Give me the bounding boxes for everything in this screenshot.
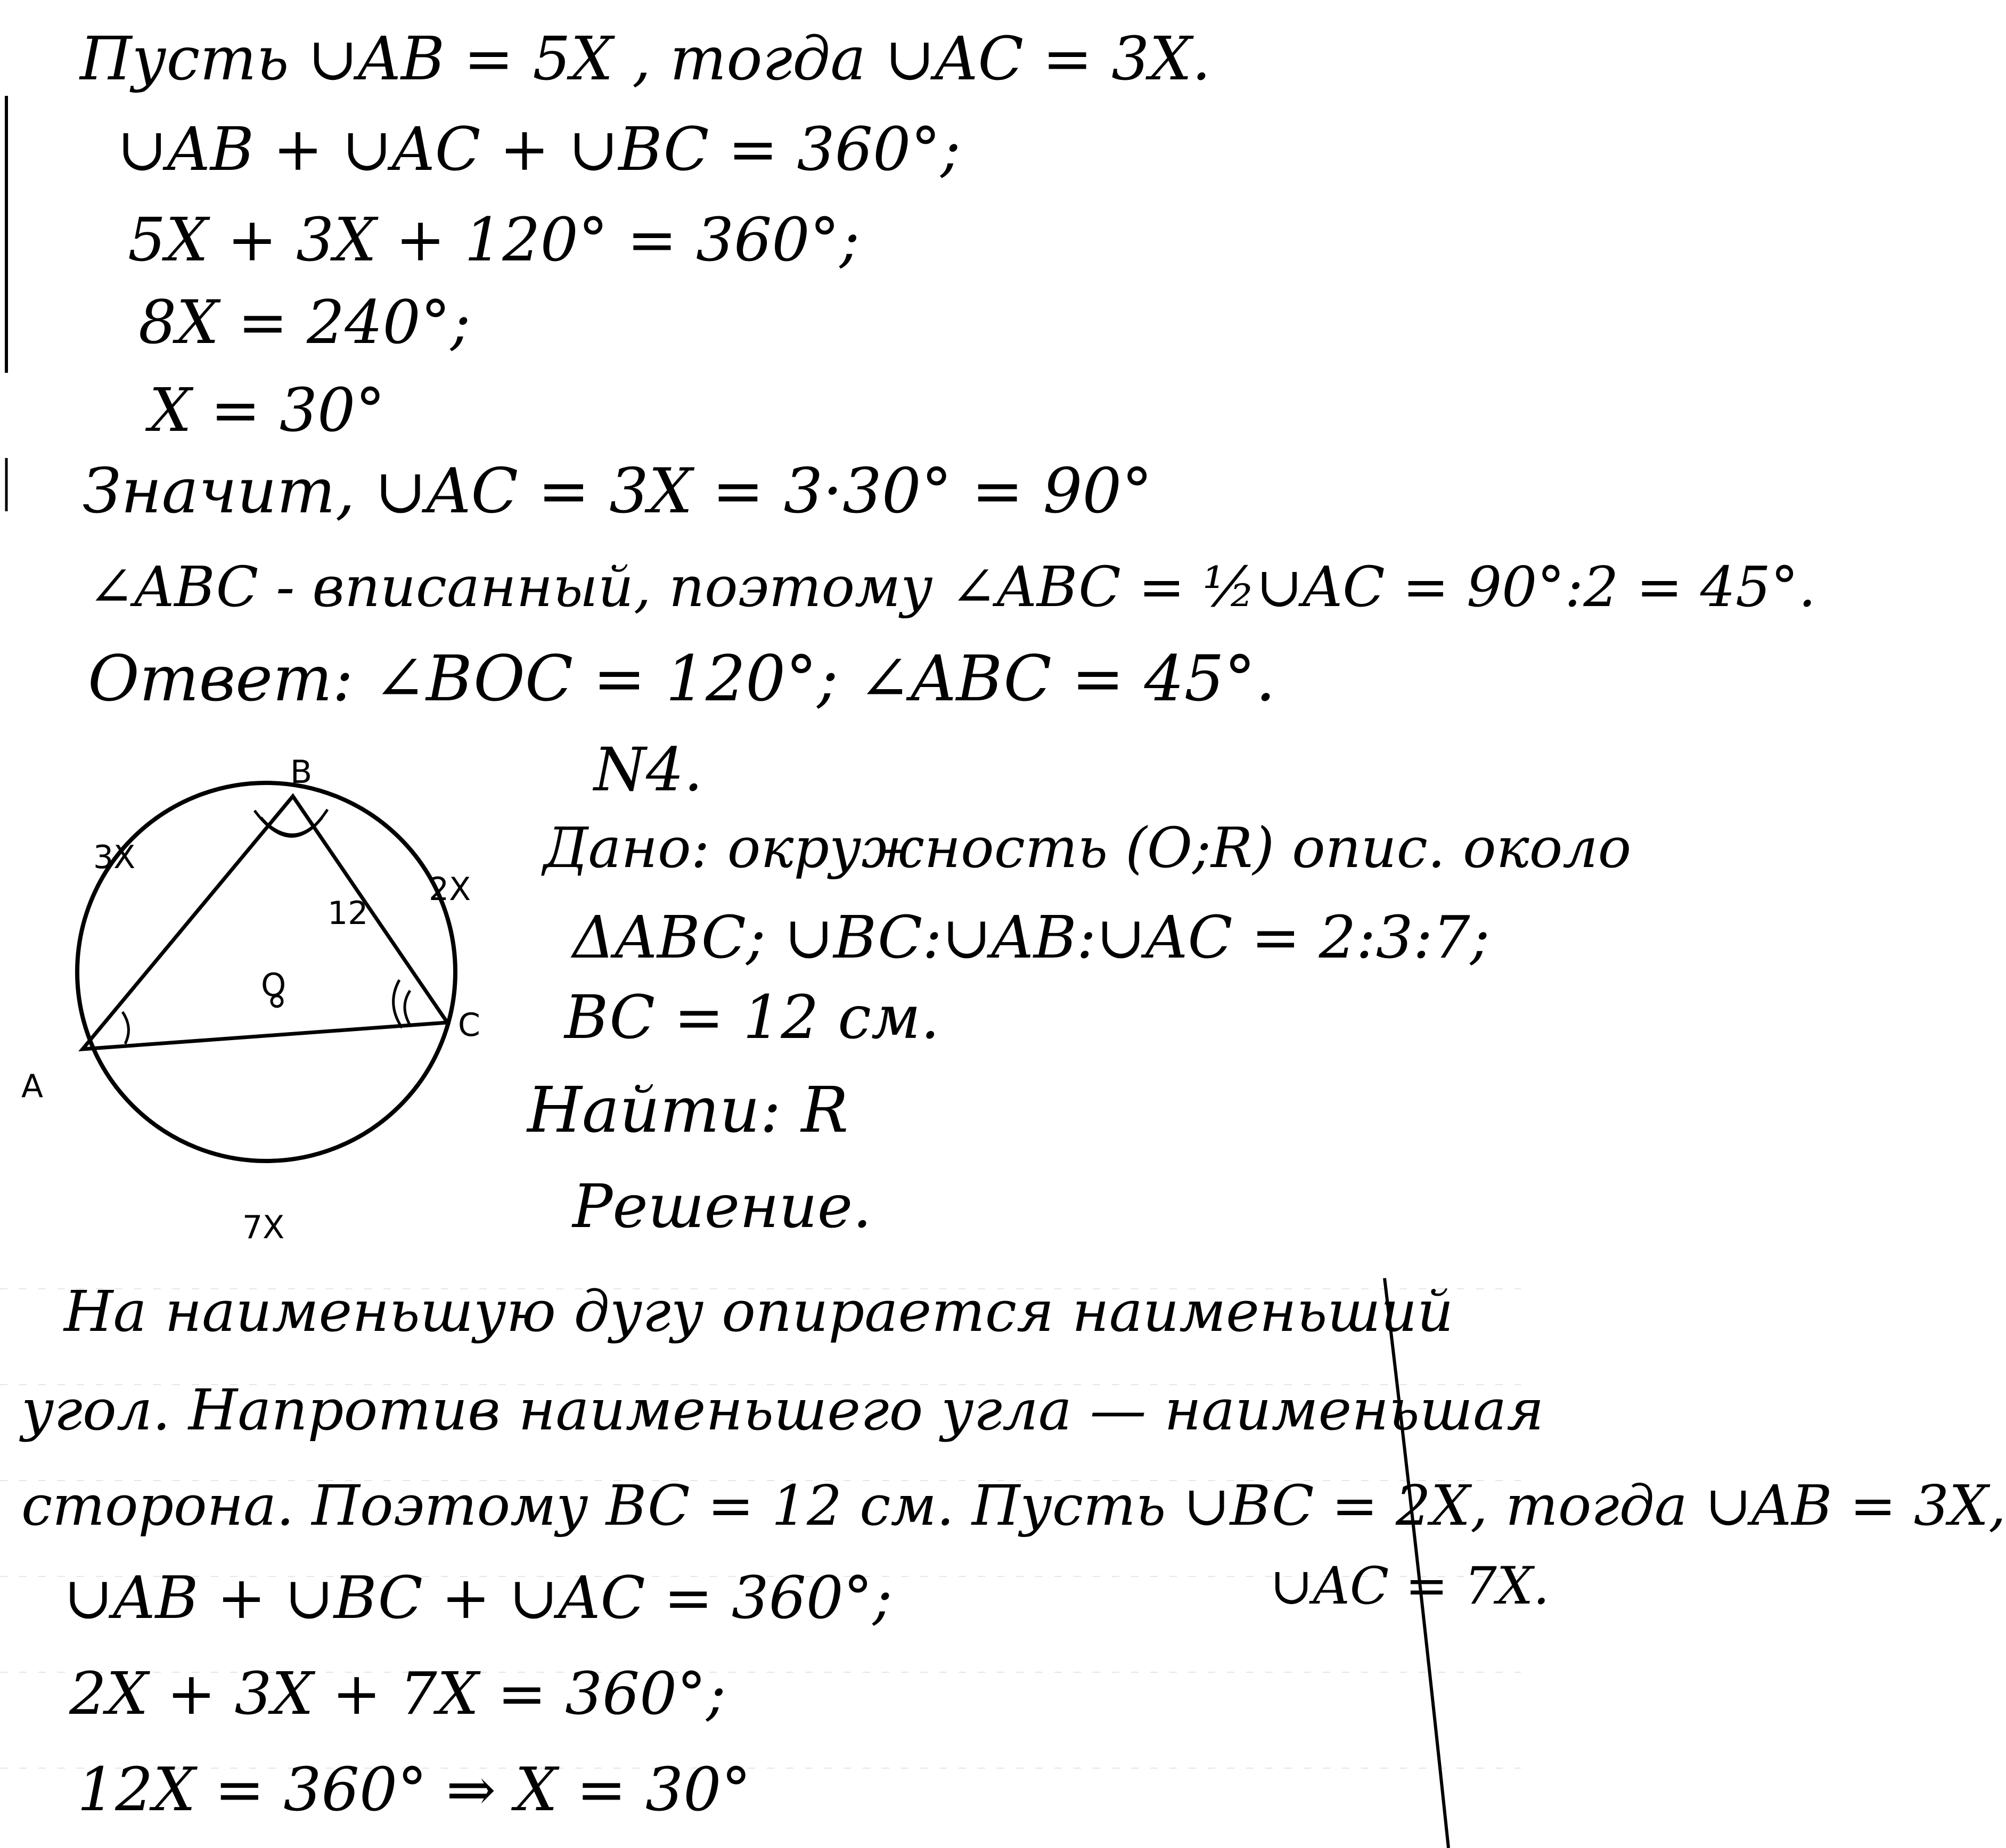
given-line-1: Дано: окружность (O;R) опис. около <box>543 815 1632 880</box>
vertex-label-b: B <box>290 754 313 791</box>
solution-heading: Решение. <box>572 1172 872 1241</box>
arc-label-ab: 3X <box>93 839 136 876</box>
circle-triangle-diagram <box>0 746 511 1252</box>
center-label: O <box>261 967 286 1004</box>
bottom-line-3b: ∪AC = 7X. <box>1270 1556 1550 1616</box>
solution-line-3: 5X + 3X + 120° = 360°; <box>128 206 860 275</box>
solution-line-2: ∪AB + ∪AC + ∪BC = 360°; <box>117 115 961 184</box>
bottom-line-6: 12X = 360° ⇒ X = 30° <box>77 1755 751 1825</box>
arc-label-bc: 2X <box>429 871 471 908</box>
given-line-2: ΔABC; ∪BC:∪AB:∪AC = 2:3:7; <box>572 903 1490 971</box>
solution-line-1: Пусть ∪AB = 5X , тогда ∪AC = 3X. <box>80 24 1211 94</box>
bottom-line-3: сторона. Поэтому BC = 12 см. Пусть ∪BC = 2X, тогда ∪AB = 3X, <box>21 1473 2006 1538</box>
solution-line-7: ∠ABC - вписанный, поэтому ∠ABC = ½∪AC = 90°:2 = 45°. <box>88 554 1816 619</box>
side-label-bc: 12 <box>327 895 369 932</box>
solution-line-6: Значит, ∪AC = 3X = 3·30° = 90° <box>83 455 1153 527</box>
angle-mark-a <box>122 1012 128 1044</box>
solution-line-5: X = 30° <box>149 376 386 445</box>
bottom-line-5: 2X + 3X + 7X = 360°; <box>69 1659 726 1728</box>
bottom-line-4: ∪AB + ∪BC + ∪AC = 360°; <box>64 1564 893 1632</box>
arc-label-ac: 7X <box>242 1209 285 1246</box>
angle-mark-c <box>394 980 410 1028</box>
vertex-label-c: C <box>458 1007 480 1044</box>
problem-number: N4. <box>594 735 703 805</box>
vertex-label-a: A <box>21 1068 44 1105</box>
answer-line: Ответ: ∠BOC = 120°; ∠ABC = 45°. <box>88 642 1276 715</box>
find-line: Найти: R <box>527 1073 849 1147</box>
bottom-line-1: На наименьшую дугу опирается наименьший <box>64 1279 1454 1344</box>
bottom-line-2: угол. Напротив наименьшего угла — наименьшая <box>21 1377 1544 1443</box>
solution-line-4: 8X = 240°; <box>138 288 471 357</box>
given-line-3: BC = 12 см. <box>564 983 940 1052</box>
